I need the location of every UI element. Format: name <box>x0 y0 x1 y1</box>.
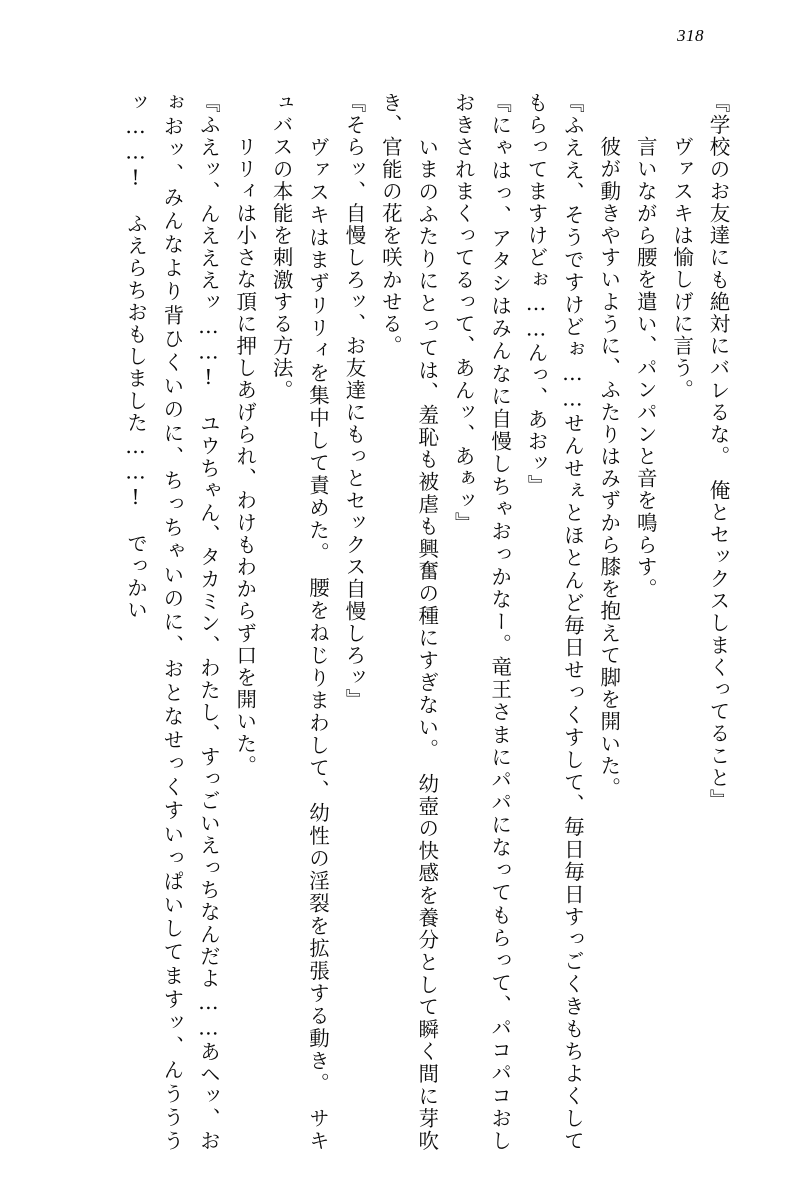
paragraph: 『学校のお友達にも絶対にバレるな。 俺とセックスしまくってること』 <box>706 92 730 812</box>
paragraph: 『そらッ、自慢しろッ、お友達にもっとセックス自慢しろッ』 <box>341 92 366 711</box>
paragraph: 彼が動きやすいように、ふたりはみずから膝を抱えて脚を開いた。 <box>596 114 621 800</box>
paragraph: ヴァスキはまずリリィを集中して責めた。 腰をねじりまわして、幼性の淫裂を拡張する動き。 サキュバスの本能を刺激する方法。 <box>269 92 330 1152</box>
paragraph: 言いながら腰を遣い、パンパンと音を鳴らす。 <box>633 114 658 601</box>
paragraph: 『ふええ、そうですけどぉ……せんせぇとほとんど毎日せっくすして、毎日毎日すっごくきもちよくしてもらってますけどぉ……んっ、あおッ』 <box>523 92 585 1152</box>
paragraph: ヴァスキは愉しげに言う。 <box>669 114 694 402</box>
paragraph: 『にゃはっ、アタシはみんなに自慢しちゃおっかなー。竜王さまにパパになってもらって、パコパコおしおきされまくってるって、あんッ、あぁッ』 <box>451 92 512 1152</box>
paragraph: いまのふたりにとっては、羞恥も被虐も興奮の種にすぎない。 幼壺の快感を養分として瞬く間に芽吹き、官能の花を咲かせる。 <box>378 92 439 1152</box>
page-number: 318 <box>677 26 704 45</box>
page-body-text <box>56 92 736 1152</box>
paragraph: 『ふえッ、んえええッ……! ユウちゃん、タカミン、わたし、すっごいえっちなんだよ……あヘッ、おぉおッ、みんなより背ひくいのに、ちっちゃいのに、おとなせっくすいっぱいしてますッ、んうううッ……! ふえらちおもしました……! でっかい <box>123 92 221 1152</box>
paragraph: リリィは小さな頂に押しあげられ、わけもわからず口を開いた。 <box>232 114 257 777</box>
